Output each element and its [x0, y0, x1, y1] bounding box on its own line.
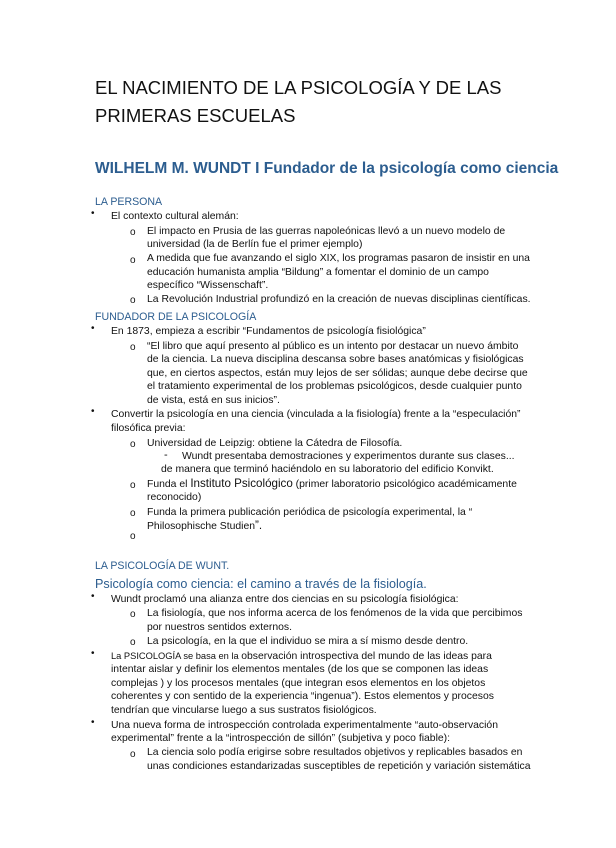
sub-bullet-icon: o — [130, 480, 136, 491]
bullet-text: tendrían que vincularse luego a sus sustratos fisiológicos. — [111, 705, 377, 716]
sub-bullet-text: por nuestros sentidos externos. — [147, 622, 292, 633]
quote-text: que, en ciertos aspectos, están muy lejos de ser sólidas; aunque debe decirse que — [147, 368, 528, 379]
bullet-icon: • — [91, 717, 95, 728]
journal-name: Philosophische Studien — [147, 521, 256, 532]
bullet-icon: • — [91, 208, 95, 219]
sub-bullet-text: Universidad de Leipzig: obtiene la Cátedra de Filosofía. — [147, 438, 403, 449]
section-heading-wundt: WILHELM M. WUNDT I Fundador de la psicología como ciencia — [95, 160, 559, 177]
sub-bullet-icon: o — [130, 255, 136, 266]
bullet-icon: • — [91, 648, 95, 659]
sub-bullet-icon: o — [130, 508, 136, 519]
bullet-text: experimental” frente a la “introspección de sillón” (subjetiva y poco fiable): — [111, 733, 451, 744]
institute-name: Instituto Psicológico — [190, 477, 293, 490]
heading-la-persona: LA PERSONA — [95, 196, 163, 208]
sub-bullet-icon: o — [130, 609, 136, 620]
sub-bullet-icon: o — [130, 637, 136, 648]
dash-text: de manera que terminó haciéndolo en su laboratorio del edificio Konvikt. — [161, 464, 494, 475]
subheading-fisiologia: Psicología como ciencia: el camino a través de la fisiología. — [95, 577, 427, 591]
bullet-text: complejas ) y los procesos mentales (que integran esos elementos en los objetos — [111, 678, 486, 689]
sub-bullet-text: específico “Wissenschaft”. — [147, 280, 269, 291]
heading-fundador: FUNDADOR DE LA PSICOLOGÍA — [95, 311, 257, 323]
sub-bullet-icon: o — [130, 295, 136, 306]
quote-text: de la ciencia. La nueva disciplina descansa sobre bases anatómicas y fisiológicas — [147, 354, 524, 365]
sub-bullet-text — [147, 519, 262, 534]
quote-text: “El libro que aquí presento al público es un intento por destacar un nuevo ámbito — [147, 341, 519, 352]
bullet-text: filosófica previa: — [111, 423, 186, 434]
sub-bullet-text: La fisiología, que nos informa acerca de los fenómenos de la vida que percibimos — [147, 608, 523, 619]
text-run: (primer laboratorio psicológico académicamente — [292, 479, 517, 490]
bullet-icon: • — [91, 323, 95, 334]
quote-text: de vista, está en sus inicios”. — [147, 395, 280, 406]
sub-bullet-icon: o — [130, 749, 136, 760]
text-run: ”. — [255, 519, 263, 532]
sub-bullet-icon: o — [130, 531, 136, 542]
bullet-text: Wundt proclamó una alianza entre dos ciencias en su psicología fisiológica: — [111, 594, 459, 605]
sub-bullet-icon: o — [130, 227, 136, 238]
sub-bullet-text: El impacto en Prusia de las guerras napoleónicas llevó a un nuevo modelo de — [147, 226, 506, 237]
sub-bullet-text: La Revolución Industrial profundizó en la creación de nuevas disciplinas científicas. — [147, 294, 531, 305]
bullet-text: El contexto cultural alemán: — [111, 211, 239, 222]
bullet-icon: • — [91, 406, 95, 417]
sub-bullet-text — [147, 477, 517, 492]
sub-bullet-text: Funda la primera publicación periódica de psicología experimental, la “ — [147, 507, 473, 518]
text-run: observación introspectiva del mundo de las ideas para — [241, 651, 492, 662]
bullet-text: coherentes y con sentido de la experiencia “ingenua”). Estos elementos y procesos — [111, 691, 494, 702]
bullet-text: Una nueva forma de introspección controlada experimentalmente “auto-observación — [111, 720, 498, 731]
quote-text: el tratamiento experimental de los problemas psicológicos, desde cualquier punto — [147, 381, 522, 392]
heading-psicologia-wunt: LA PSICOLOGÍA DE WUNT. — [95, 560, 230, 572]
text-run: Funda el — [147, 479, 191, 490]
sub-bullet-text: reconocido) — [147, 492, 202, 503]
sub-bullet-icon: o — [130, 439, 136, 450]
document-title: EL NACIMIENTO DE LA PSICOLOGÍA Y DE LAS PRIMERAS ESCUELAS — [95, 77, 502, 126]
sub-bullet-text: La psicología, en la que el individuo se mira a sí mismo desde dentro. — [147, 636, 469, 647]
sub-bullet-text: unas condiciones estandarizadas susceptibles de repetición y variación sistemática — [147, 761, 531, 772]
sub-bullet-icon: o — [130, 342, 136, 353]
bullet-text: intentar aislar y definir los elementos mentales (de los que se componen las ideas — [111, 664, 489, 675]
text-run: La PSICOLOGÍA se basa en la — [111, 651, 242, 661]
dash-text: Wundt presentaba demostraciones y experimentos durante sus clases... — [182, 451, 515, 462]
bullet-text: En 1873, empieza a escribir “Fundamentos de psicología fisiológica” — [111, 326, 426, 337]
dash-icon: - — [164, 449, 168, 461]
sub-bullet-text: La ciencia solo podía erigirse sobre resultados objetivos y replicables basados en — [147, 747, 523, 758]
sub-bullet-text: universidad (la de Berlín fue el primer ejemplo) — [147, 239, 363, 250]
bullet-text — [111, 650, 492, 664]
sub-bullet-text: A medida que fue avanzando el siglo XIX, los programas pasaron de insistir en una — [147, 253, 530, 264]
bullet-text: Convertir la psicología en una ciencia (vinculada a la fisiología) frente a la “especulación” — [111, 409, 521, 420]
sub-bullet-text: educación humanista amplia “Bildung” a fomentar el dominio de un campo — [147, 267, 489, 278]
bullet-icon: • — [91, 591, 95, 602]
